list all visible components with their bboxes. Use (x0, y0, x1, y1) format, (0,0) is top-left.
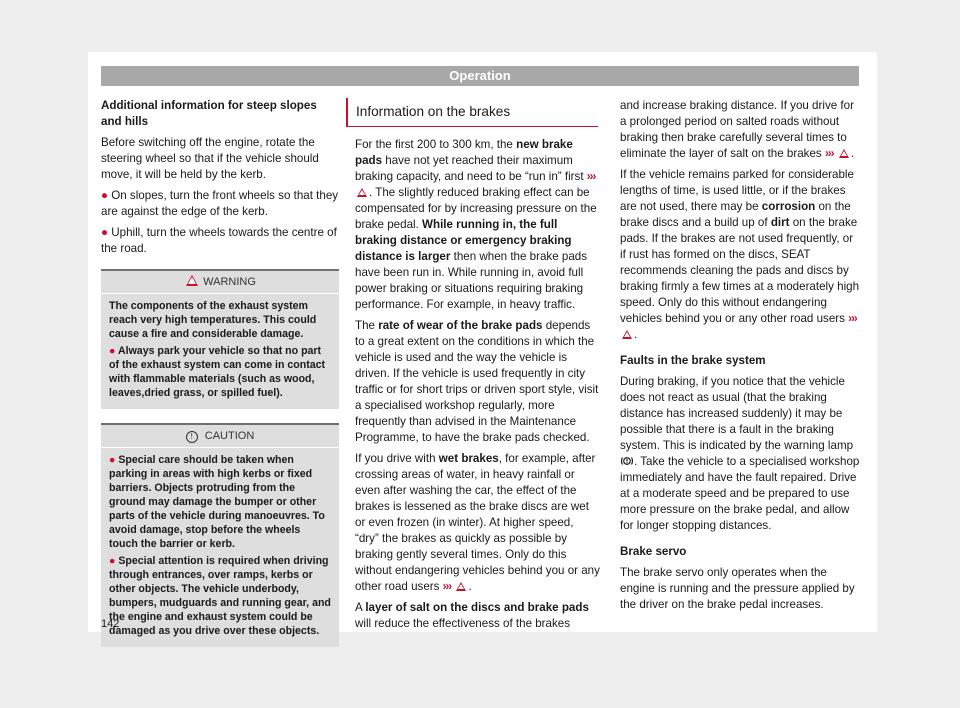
warning-triangle-icon (839, 149, 849, 158)
section-title-brakes: Information on the brakes (346, 98, 598, 127)
text: depends to a great extent on the conditions in which the vehicle is used and the way the vehicle is driven. If the vehicle is used frequently in city traffic or for short trips or driven sport style, visit a specialised workshop regularly, more frequently than advised in the Maintenance Programme, to have the brake pads checked. (355, 319, 599, 444)
text: A (355, 601, 366, 614)
text: During braking, if you notice that the vehicle does not react as usual (that the braking distance has increased suddenly) it may be possible that there is a fault in the braking system. This is indicated by the warning lamp (620, 375, 854, 452)
warning-bullet-text: Always park your vehicle so that no part of the exhaust system can come in contact with flammable materials (such as wood, leaves,dried grass, or spilled fuel). (109, 345, 326, 399)
bullet-item (101, 225, 339, 257)
paragraph-new-brake-pads (355, 137, 600, 313)
brake-warning-lamp-icon (620, 456, 634, 466)
bullet-icon: ● (109, 555, 116, 567)
bold-text: layer of salt on the discs and brake pads (365, 601, 589, 614)
subheading-steep-slopes: Additional information for steep slopes and hills (101, 99, 317, 128)
warning-header (101, 271, 339, 294)
paragraph-servo: The brake servo only operates when the engine is running and the pressure applied by the driver on the brake pedal increases. (620, 566, 855, 611)
manual-page (88, 52, 877, 637)
text: on the brake discs and a build up of (620, 200, 851, 229)
paragraph-corrosion (620, 167, 862, 343)
warning-bullet (109, 344, 331, 400)
bullet-icon: ● (109, 454, 116, 466)
column-left (101, 98, 339, 647)
bold-text: new brake pads (355, 138, 573, 167)
cross-reference-arrow-icon[interactable]: ››› (824, 147, 834, 160)
text: For the first 200 to 300 km, the (355, 138, 517, 151)
column-middle (355, 98, 600, 637)
text: If the vehicle remains parked for considerable lengths of time, is used little, or if the brakes are not used, there may be (620, 168, 854, 213)
warning-triangle-icon (186, 275, 198, 286)
subheading-brake-servo: Brake servo (620, 545, 687, 558)
warning-triangle-icon (357, 188, 367, 197)
text: then when the brake pads have been run in. While running in, avoid full power braking or situations requiring braking performance. For example, in heavy traffic. (355, 250, 588, 311)
text: and increase braking distance. If you drive for a prolonged period on salted roads without braking then brake carefully several times to eliminate the layer of salt on the brakes (620, 99, 854, 160)
text: on the brake pads. If the brakes are not used frequently, or if rust has formed on the discs, SEAT recommends cleaning the pads and discs by braking firmly a few times at a moderately high speed. Only do this without endangering vehicles behind you or any other road users (620, 216, 860, 325)
text: will reduce the effectiveness of the brakes (355, 617, 571, 630)
cross-reference-arrow-icon[interactable]: ››› (442, 580, 452, 593)
paragraph-faults (620, 374, 862, 534)
bold-text: dirt (770, 216, 790, 229)
cross-reference-arrow-icon[interactable]: ››› (586, 170, 596, 183)
text: . (634, 328, 638, 341)
bold-text: rate of wear of the brake pads (378, 319, 543, 332)
caution-body (101, 453, 339, 638)
caution-bullet-text: Special care should be taken when parking in areas with high kerbs or fixed barriers. Objects protruding from the ground may damage the bumper or other parts of the vehicle during manoeuvres. To avoid damage, stop before the wheels touch the barrier or kerb. (109, 454, 325, 550)
text: . (850, 147, 854, 160)
bullet-text: On slopes, turn the front wheels so that they are against the edge of the kerb. (101, 189, 339, 218)
text: . The slightly reduced braking effect can be compensated for by increasing pressure on the brake pedal. (355, 186, 597, 231)
subheading-faults: Faults in the brake system (620, 354, 766, 367)
caution-bullet (109, 554, 331, 638)
column-right (620, 98, 862, 618)
caution-bullet-text: Special attention is required when driving through entrances, over ramps, kerbs or other objects. The vehicle underbody, bumpers, mudguards and running gear, and the engine and exhaust system could be damaged as you drive over these objects. (109, 555, 331, 637)
section-header: Operation (101, 66, 859, 86)
text: have not yet reached their maximum braking capacity, and need to be “run in” first (355, 154, 587, 183)
warning-triangle-icon (622, 330, 632, 339)
bullet-icon: ● (101, 189, 109, 202)
text: . Take the vehicle to a specialised workshop immediately and have the fault repaired. Drive at a moderate speed and be prepared to use more pressure on the brake pedal, and allow for longer stopping distances. (620, 455, 860, 532)
warning-label: WARNING (203, 276, 256, 288)
paragraph: Before switching off the engine, rotate the steering wheel so that if the vehicle should move, it will be held by the kerb. (101, 136, 319, 181)
caution-header (101, 425, 339, 448)
bold-text: corrosion (761, 200, 816, 213)
info-circle-icon: ! (186, 431, 198, 443)
cross-reference-arrow-icon[interactable]: ››› (848, 312, 857, 325)
text: The (355, 319, 379, 332)
bold-text: wet brakes (438, 452, 499, 465)
paragraph-salt-continued (620, 98, 862, 162)
warning-body (101, 299, 339, 400)
warning-box (101, 269, 339, 409)
paragraph-salt (355, 600, 600, 632)
paragraph-wet-brakes (355, 451, 600, 595)
bold-text: While running in, the full braking distance or emergency braking distance is larger (355, 218, 572, 263)
warning-triangle-icon (456, 582, 466, 591)
text: If you drive with (355, 452, 439, 465)
caution-label: CAUTION (204, 430, 255, 442)
bullet-item (101, 188, 339, 220)
paragraph-wear (355, 318, 600, 446)
caution-bullet (109, 453, 331, 551)
caution-box (101, 423, 339, 647)
text: , for example, after crossing areas of water, in heavy rainfall or even after washing the car, the effect of the brakes is lessened as the brake discs are wet or even frozen (in winter). At higher speed, “dry” the brakes as quickly as possible by braking gently several times. Only do this without endangering vehicles behind you or any other road users (355, 452, 600, 593)
bullet-text: Uphill, turn the wheels towards the centre of the road. (101, 226, 337, 255)
text: . (468, 580, 472, 593)
bullet-icon: ● (109, 345, 116, 357)
page-number: 142 (101, 618, 120, 630)
warning-text: The components of the exhaust system reach very high temperatures. This could cause a fire and considerable damage. (109, 300, 317, 340)
bullet-icon: ● (101, 226, 109, 239)
